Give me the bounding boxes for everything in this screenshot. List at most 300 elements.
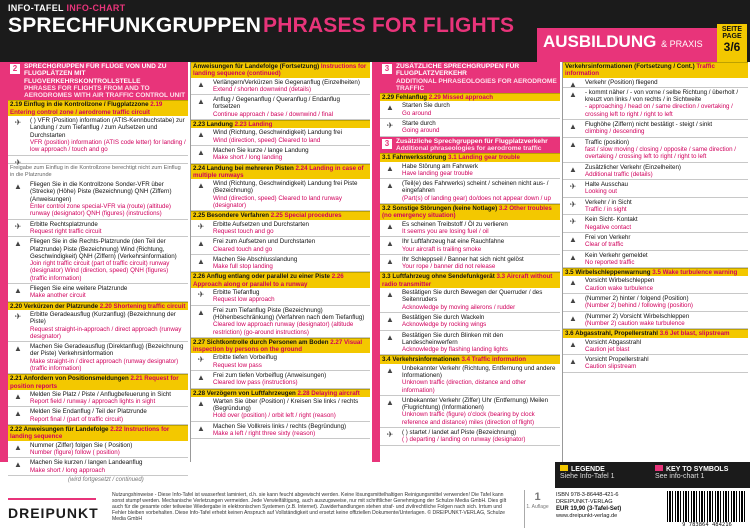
group-note: Freigabe zum Einflug in die Kontrollzone berechtigt nicht zum Einflug in die Platzrunde [10,164,181,178]
group-heading-de: 3.2 Sonstige Störungen (keine Notlage) [382,205,498,213]
tower-icon: ▲ [197,181,205,191]
group-heading-en: 3.5 Wake turbulence warning [652,269,738,277]
phrase-de: ( ) startet / landet auf Piste (Bezeichnung) [402,429,517,437]
group-heading [8,302,188,310]
group-heading [191,389,370,397]
phrase-en: Extend / shorten downwind (details) [213,85,312,93]
phrase-de: Melden Sie Platz / Piste / Anflugbefeuerung in Sicht [30,390,172,398]
legend-marker-icon [560,465,568,471]
group-heading [380,272,560,288]
phrase-en: Traffic / in sight [585,206,627,214]
group-heading [563,62,748,78]
phrase-row [191,95,370,120]
phrase-de: Fliegen Sie eine weitere Platzrunde [30,285,128,293]
tower-icon: ▲ [386,332,394,342]
tower-icon: ▲ [386,239,394,249]
phrase-row [563,251,748,269]
tower-icon: ▲ [197,130,205,140]
phrase-en: Cleared low pass (instructions) [213,379,298,387]
tower-icon: ▲ [386,290,394,300]
subsection-number: 3 [382,139,392,149]
group-heading-de: 2.27 Sichtkontrolle durch Personen am Boden [193,338,329,346]
group-heading-de: 2.29 Fehlanflug [382,94,428,102]
tower-icon: ▲ [569,339,577,349]
phrase-row [191,146,370,164]
phrase-de: Unbekannter Verkehr (Richtung, Entfernung und andere Informationen) [402,364,556,379]
phrase-row [191,78,370,96]
tower-icon: ▲ [197,372,205,382]
phrase-de: Wind (Richtung, Geschwindigkeit) Landung frei [213,129,342,137]
section-header [8,62,188,100]
group-heading-de: 2.21 Anfordern von Positionsmeldungen [10,375,129,383]
aircraft-icon: ✈ [386,430,394,440]
phrase-de: Vorsicht Propellerstrahl [585,356,649,364]
tower-icon: ▲ [386,314,394,324]
group-heading-de: 3.3 Luftfahrzeug ohne Sendefunkgerät [382,273,495,281]
tower-icon: ▲ [569,296,577,306]
aircraft-icon: ✈ [197,355,205,365]
phrase-de: Machen Sie kurzen / langen Landeanflug [30,459,143,467]
tower-icon: ▲ [197,256,205,266]
phrase-row [380,119,560,137]
phrase-en: Have landing gear trouble [402,169,473,177]
phrase-en: Additional traffic (details) [585,170,653,178]
phrase-en: fast / slow moving / closing / opposite / same direction / overtaking / crossing left to right / right to left [585,145,736,161]
tower-icon: ▲ [197,97,205,107]
group-heading-en: 2.22 Instructions for landing sequence [10,426,170,441]
phrase-row [191,288,370,306]
phrase-en: Request touch and go [213,227,274,235]
phrase-en: Caution jet blast [585,345,630,353]
phrase-en: Report field / runway / approach lights in sight [30,398,156,406]
phrase-row [191,353,370,371]
group-heading-en: 3.6 Jet blast, slipstream [659,330,730,338]
tower-icon: ▲ [386,221,394,231]
phrase-row [8,342,188,374]
phrase-row [380,313,560,331]
group-heading-de: 3.6 Abgasstrahl, Propellerstrahl [565,330,658,338]
group-heading-de: 2.22 Anweisungen für Landefolge [10,426,109,434]
phrase-row [8,310,188,342]
phrase-de: (Teil(e) des Fahrwerks) scheint / scheinen nicht aus- / eingefahren [402,180,549,195]
phrase-de: Frei zum Tiefanflug Piste (Bezeichnung) (Höhenbeschränkung) (Verfahren nach dem Tiefanflug) [213,306,365,321]
phrase-de: Halte Ausschau [585,181,628,189]
tower-icon: ▲ [386,397,394,407]
tower-icon: ▲ [14,239,22,249]
phrase-de: Machen Sie Abschlusslandung [213,255,298,263]
phrase-de: Nummer (Ziffer) folgen Sie ( Position) [30,441,133,449]
phrase-de: Ihr Schleppseil / Banner hat sich nicht gelöst [402,255,524,263]
phrase-de: Bestätigen Sie durch Bewegen der Querruder / des Seitenruders [402,289,543,304]
tower-icon: ▲ [14,391,22,401]
group-heading [191,211,370,219]
phrase-row [563,215,748,233]
column-4 [562,62,748,462]
tower-icon: ▲ [197,398,205,408]
section-header [380,62,560,93]
page-title: SPRECHFUNKGRUPPEN [8,14,262,37]
phrase-en: Make another circuit [30,292,86,300]
tower-icon: ▲ [569,89,577,99]
group-heading-de: 2.23 Landung [193,121,233,129]
group-heading-en-suffix: (continued) [247,70,281,78]
phrase-de: Anflug / Gegenanflug / Queranflug / Endanflug fortsetzen [213,96,340,111]
group-heading-de: 2.26 Anflug entlang oder parallel zu einer Piste [193,273,330,281]
group-heading-de: 2.25 Besondere Verfahren [193,212,270,220]
phrase-en: (Number 2) caution wake turbulence [585,319,685,327]
isbn-number: ISBN 978-3-86448-421-6 [556,492,619,498]
barcode-number: 9 783864 484216 [667,522,747,528]
phrase-en: Cleared low approach runway (designator) (altitude restriction) (go-around instructions) [213,321,354,336]
phrase-row [191,397,370,422]
phrase-en: Report final / (part of traffic circuit) [30,415,124,423]
group-heading-en: 2.29 Missed approach [428,94,494,102]
page-number-badge: SEITE PAGE 3/6 [717,24,747,62]
phrase-de: ( ) VFR (Position) information (ATIS-Kennbuchstabe) zur Landung / zum Tiefanflug / zum Aufsetzen und Durchstarten [30,117,185,139]
phrase-en: Cleared touch and go [213,245,273,253]
phrase-de: Warten Sie über (Position) / Kreisen Sie links / rechts (Begründung) [213,397,359,413]
group-heading-de: Verkehrsinformationen [565,63,633,70]
ausbildung-badge: AUSBILDUNG & PRAXIS [537,28,727,62]
group-heading-de: 3.5 Wirbelschleppenwarnung [565,269,651,277]
group-heading-de: 3.1 Fahrwerksstörung [382,154,447,162]
phrase-en: Make short / long approach [30,466,105,474]
phrase-de: Verkehr / in Sicht [585,198,632,206]
phrase-de: Ihr Luftfahrzeug hat eine Rauchfahne [402,238,505,246]
phrase-en: Negative contact [585,223,632,231]
aircraft-icon: ✈ [197,290,205,300]
tower-icon: ▲ [14,182,22,192]
group-heading [191,120,370,128]
phrase-en: ( ) departing / landing on runway (designator) [402,436,526,444]
section-number: 3 [382,64,392,74]
group-heading-de: 2.28 Verzögern von Luftfahrzeugen [193,389,296,397]
phrase-de: (Nummer 2) Vorsicht Wirbelschleppen [585,312,690,320]
section-number: 2 [10,64,20,74]
tower-icon: ▲ [197,147,205,157]
group-heading-de: 2.20 Verkürzen der Platzrunde [10,302,99,310]
phrase-en: Number (figure) follow ( position) [30,448,120,456]
phrase-row [8,458,188,476]
phrase-de: Frei von Verkehr [585,233,631,241]
group-heading-en: 2.21 Request for position reports [10,375,179,390]
phrase-de: Es scheinen Treibstoff / Öl zu verlieren [402,220,508,228]
group-heading-de: Anweisungen für Landefolge [193,63,278,70]
phrase-row [563,120,748,138]
tower-icon: ▲ [569,164,577,174]
tower-icon: ▲ [569,234,577,244]
phrase-de: (Nummer 2) hinter / folgend (Position) [585,295,689,303]
aircraft-icon: ✈ [569,199,577,209]
section-title-en: ADDITIONAL PHRASEOLOGIES FOR AERODROME TRAFFIC [396,77,557,92]
phrase-en: Caution wake turbulence [585,284,654,292]
phrase-de: Erbitte Tiefanflug [213,289,260,297]
phrase-de: Flughöhe (Ziffern) nicht bestätigt - steigt / sinkt [585,121,713,129]
tower-icon: ▲ [386,365,394,375]
tower-icon: ▲ [569,252,577,262]
group-heading-de: 2.24 Landung bei mehreren Pisten [193,164,294,172]
continued-note: (wird fortgesetzt / continued) [68,476,144,483]
tower-icon: ▲ [569,122,577,132]
publisher-web: www.dreipunkt-verlag.de [556,513,618,519]
key-to-symbols-label: KEY TO SYMBOLS See info-chart 1 [655,466,729,480]
group-heading [8,100,188,116]
phrase-en: Make a left / right three sixty (reason) [213,430,316,438]
phrase-row [563,294,748,312]
group-heading [563,268,748,276]
phrase-row [563,198,748,216]
legend-label: LEGENDE Siehe Info-Tafel 1 [560,466,615,480]
phrase-row [8,237,188,284]
group-heading-en: 2.23 Landing [234,121,273,129]
phrase-row [380,220,560,238]
aircraft-icon: ✈ [14,311,22,321]
group-heading-en: 3.1 Landing gear trouble [448,154,520,162]
group-heading [191,62,370,78]
phrase-en: Acknowledge by moving ailerons / rudder [402,303,516,311]
legal-notice: Nutzungshinweise - Diese Info-Tafel ist wasserfest laminiert, d.h. sie kann feucht abgewischt werden. Keine lösungsmittelhaltigen Reinigungsmittel verwenden! Die Tafel kann sonst stumpf werden. Mechanische Verletzungen vermeiden. Jede Verwielfältigung, auch auszugsweise, nur mit schriftlicher Genehmigung der Schulze Media GmbH. Dies gilt auch für die gesamte oder teilweise Wiedergabe in elektronischen Systemen (z.B. Internet). Zuwiderhandlungen stehen straf- und zivilrechtliche Folgen nach sich. Irrtum und Fehler bleiben vorbehalten. Diese Info-Tafel erhebt keinen Anspruch auf Vollständigkeit und ersetzt keine offiziellen Dokumente/Unterlagen. © DREIPUNKT-VERLAG, Schulze Media GmbH [112,492,507,522]
publisher-name: DREIPUNKT-VERLAG [556,499,613,505]
phrase-en: Your rope / banner did not release [402,263,496,271]
phrase-row [380,364,560,396]
group-heading [191,164,370,180]
group-heading-suffix: (Fortsetzung / Cont.) [634,63,695,70]
column-3 [380,62,560,462]
aircraft-icon: ✈ [14,118,22,128]
group-heading [8,374,188,390]
phrase-de: Kein Sicht- Kontakt [585,216,638,224]
aircraft-icon: ✈ [197,221,205,231]
phrase-en: Make straight-in / direct approach (runway designator) (traffic information) [30,357,179,372]
phrase-row [563,355,748,373]
column-1 [8,62,188,483]
phrase-row [563,276,748,294]
phrase-de: Vorsicht Abgasstrahl [585,338,642,346]
phrase-row [380,101,560,119]
phrase-row [191,237,370,255]
phrase-en: Enter control zone special-VFR via (route) (altitude) runway (designator) QNH (figures) (instructions) [30,203,171,218]
group-heading-en: 2.19 Entering control zone / aerodrome traffic circuit [10,101,163,116]
tower-icon: ▲ [197,307,205,317]
group-heading [380,204,560,220]
phrase-de: Fliegen Sie in die Kontrollzone Sonder-VFR über (Strecke) (Höhe) Piste (Bezeichnung) QNH (Ziffern) (Anweisungen) [30,181,172,203]
phrase-row [563,163,748,181]
phrase-de: Erbitte Aufsetzen und Durchstarten [213,220,309,228]
phrase-en: Make short / long landing [213,154,283,162]
phrase-row [191,422,370,440]
phrase-en: - approaching / head on / same direction / overtaking / crossing left to right / right to left [585,103,733,118]
tower-icon: ▲ [197,423,205,433]
tower-icon: ▲ [569,357,577,367]
group-heading-en: 3.4 Traffic information [461,356,527,364]
phrase-de: - kommt näher / - von vorne / selbe Richtung / überholt / kreuzt von links / von rechts / in Sichtweite [585,88,739,104]
phrase-en: Caution slipstream [585,363,637,371]
group-heading-de: 3.4 Verkehrsinformationen [382,356,460,364]
section-title-en: PHRASES FOR FLIGHTS FROM AND TO AERODROMES WITH AIR TRAFFIC CONTROL UNIT [24,84,186,100]
phrase-row [563,138,748,163]
phrase-en: VFR (position) information (ATIS code letter) for landing / low approach / touch and go [30,138,186,154]
phrase-de: Verlängern/Verkürzen Sie Gegenanflug (Einzelheiten) [213,78,360,86]
phrase-row [380,255,560,273]
group-heading-en: 2.20 Shortening traffic circuit [99,302,186,310]
phrase-de: Fliegen Sie in die Rechts-Platzrunde (den Teil der Platzrunde) Piste (Bezeichnung) Wind (Richtung, Geschwindigkeit) QNH (Ziffern) (Verkehrsinformation) [30,238,177,260]
group-heading [380,355,560,363]
group-heading-en: Instructions for landing sequence [193,63,367,78]
phrase-row [563,180,748,198]
phrase-en: Wind (direction, speed) Cleared to land [213,136,321,144]
phrase-row [8,441,188,459]
phrase-en: Request straight-in-approach / direct approach (runway designator) [30,325,182,340]
phrase-de: Habe Störung am Fahrwerk [402,162,479,170]
phrase-de: Starte durch [402,120,436,128]
phrase-row [8,116,188,155]
phrase-en: Your aircraft is trailing smoke [402,245,482,253]
phrase-de: Vorsicht Wirbelschleppen [585,277,655,285]
group-heading-en: 2.28 Delaying aircraft [297,389,360,397]
tower-icon: ▲ [386,256,394,266]
group-heading [380,93,560,101]
tower-icon: ▲ [386,163,394,173]
phrase-row [563,338,748,356]
tower-icon: ▲ [14,442,22,452]
tower-icon: ▲ [386,103,394,113]
column-3-accent-bar [372,62,380,462]
group-heading [380,153,560,161]
group-heading [191,338,370,354]
phrase-en: No reported traffic [585,258,635,266]
edition-marker: 1 1. Auflage [524,490,550,528]
phrase-de: Verkehr (Position) fliegend [585,78,658,86]
price: EUR 19,90 (3-Tafel-Set) [556,506,622,512]
dreipunkt-logo: DREIPUNKT [8,498,96,524]
phrase-row [191,255,370,273]
phrase-de: Zusätzlicher Verkehr (Einzelheiten) [585,163,681,171]
group-heading [563,329,748,337]
phrase-de: Wind (Richtung, Geschwindigkeit) Landung frei Piste (Bezeichnung) [213,180,358,195]
group-heading [191,272,370,288]
phrase-de: Traffic (position) [585,138,630,146]
phrase-en: Request right traffic circuit [30,227,102,235]
group-heading-en: Traffic information [565,63,715,78]
phrase-de: Kein Verkehr gemeldet [585,251,648,259]
phrase-row [191,128,370,146]
tower-icon: ▲ [569,278,577,288]
tower-icon: ▲ [197,79,205,89]
phrase-row [380,331,560,356]
phrase-en: Go around [402,109,432,117]
phrase-de: Machen Sie Geradeausflug (Direktanflug) (Bezeichnung der Piste) Verkehrsinformation [30,343,184,358]
phrase-de: Bestätigen Sie durch Blinken mit den Landescheinwerfern [402,331,504,346]
phrase-row [380,428,560,446]
phrase-en: Unknown traffic (direction, distance and other information) [402,379,527,394]
aircraft-icon: ✈ [386,121,394,131]
phrase-row [8,284,188,302]
phrase-de: Machen Sie kurze / lange Landung [213,146,309,154]
group-heading [8,425,188,441]
phrase-de: Frei zum Aufsetzen und Durchstarten [213,238,316,246]
phrase-en: Make full stop landing [213,263,273,271]
phrase-row [380,237,560,255]
tower-icon: ▲ [14,286,22,296]
phrase-row [8,390,188,408]
group-heading-en: 3.2 Other troubles (no emergency situation) [382,205,552,220]
group-heading-en: 2.25 Special procedures [270,212,342,220]
group-heading-en: 2.26 Approach along or parallel to a runway [193,273,344,288]
column-2 [190,62,370,462]
phrase-en: Acknowledge by flashing landing lights [402,346,508,354]
phrase-row [8,180,188,219]
aircraft-icon: ✈ [569,217,577,227]
barcode-icon [667,491,747,523]
phrase-en: Wind (direction, speed) Cleared to land runway (designator) [213,194,342,210]
phrase-en: Request low approach [213,296,275,304]
phrase-en: Looking out [585,188,617,196]
tower-icon: ▲ [14,460,22,470]
phrase-de: Melden Sie Endanflug / Teil der Platzrunde [30,408,147,416]
phrase-row [191,179,370,211]
phrase-row [563,233,748,251]
phrase-row [8,156,188,167]
section-title-de: ZUSÄTZLICHE SPRECHGRUPPEN FÜR FLUGPLATZVERKEHR [396,63,520,78]
aircraft-icon: ✈ [14,157,22,167]
phrase-row [191,220,370,238]
tower-icon: ▲ [386,181,394,191]
tower-icon: ▲ [14,409,22,419]
phrase-de: Erbitte Geradeausflug (Kurzanflug) (Bezeichnung der Piste) [30,310,176,326]
phrase-en: climbing / descending [585,128,645,136]
phrase-en: Continue approach / base / downwind / final [213,110,334,118]
section-title-de: SPRECHGRUPPEN FÜR FLÜGE VON UND ZU FLUGPLÄTZEN MIT FLUGVERKEHRSKONTROLLSTELLE [24,63,167,85]
subsection-title-en: Additional phraseologies for aerodrome traffic [396,144,542,152]
tower-icon: ▲ [569,79,577,89]
phrase-row [380,162,560,180]
phrase-en: Acknowledge by rocking wings [402,321,487,329]
phrase-de: Erbitte tiefen Vorbeiflug [213,354,277,362]
isbn-block [556,492,666,520]
phrase-row [8,407,188,425]
group-heading-en: 2.27 Visual inspection by persons on the ground [193,338,363,354]
key-marker-icon [655,465,663,471]
phrase-de: Starten Sie durch [402,102,450,110]
page-title-en: PHRASES FOR FLIGHTS [263,14,515,37]
phrase-en: Hold over (position) / orbit left / right (reason) [213,412,336,420]
tower-icon: ▲ [14,344,22,354]
group-heading-en: 2.24 Landing in case of multiple runways [193,164,364,179]
phrase-row [191,306,370,338]
subsection-header [380,137,560,154]
phrase-row [8,220,188,238]
phrase-row [380,396,560,428]
tower-icon: ▲ [569,139,577,149]
aircraft-icon: ✈ [14,221,22,231]
phrase-de: Unbekannter Verkehr (Ziffer) Uhr (Entfernung) Meilen (Flugrichtung) (Informationen) [402,396,549,412]
phrase-row [191,371,370,389]
phrase-en: (Part(s) of landing gear) do/does not appear down / up [402,194,551,202]
phrase-en: Request low pass [213,361,262,369]
phrase-de: Erbitte Rechtsplatzrunde [30,220,98,228]
aircraft-icon: ✈ [569,182,577,192]
info-tafel-label: INFO-TAFEL INFO-CHART [8,3,126,13]
phrase-de: Frei zum tiefen Vorbeiflug (Anweisungen) [213,371,327,379]
column-1-accent-bar [0,62,8,462]
phrase-de: Bestätigen Sie durch Wackeln [402,313,485,321]
phrase-en: Clear of traffic [585,241,624,249]
tower-icon: ▲ [569,313,577,323]
phrase-de: Machen Sie Vollkreis links / rechts (Begründung) [213,422,347,430]
page-header [0,0,750,62]
phrase-row [380,288,560,313]
phrase-row [563,312,748,330]
